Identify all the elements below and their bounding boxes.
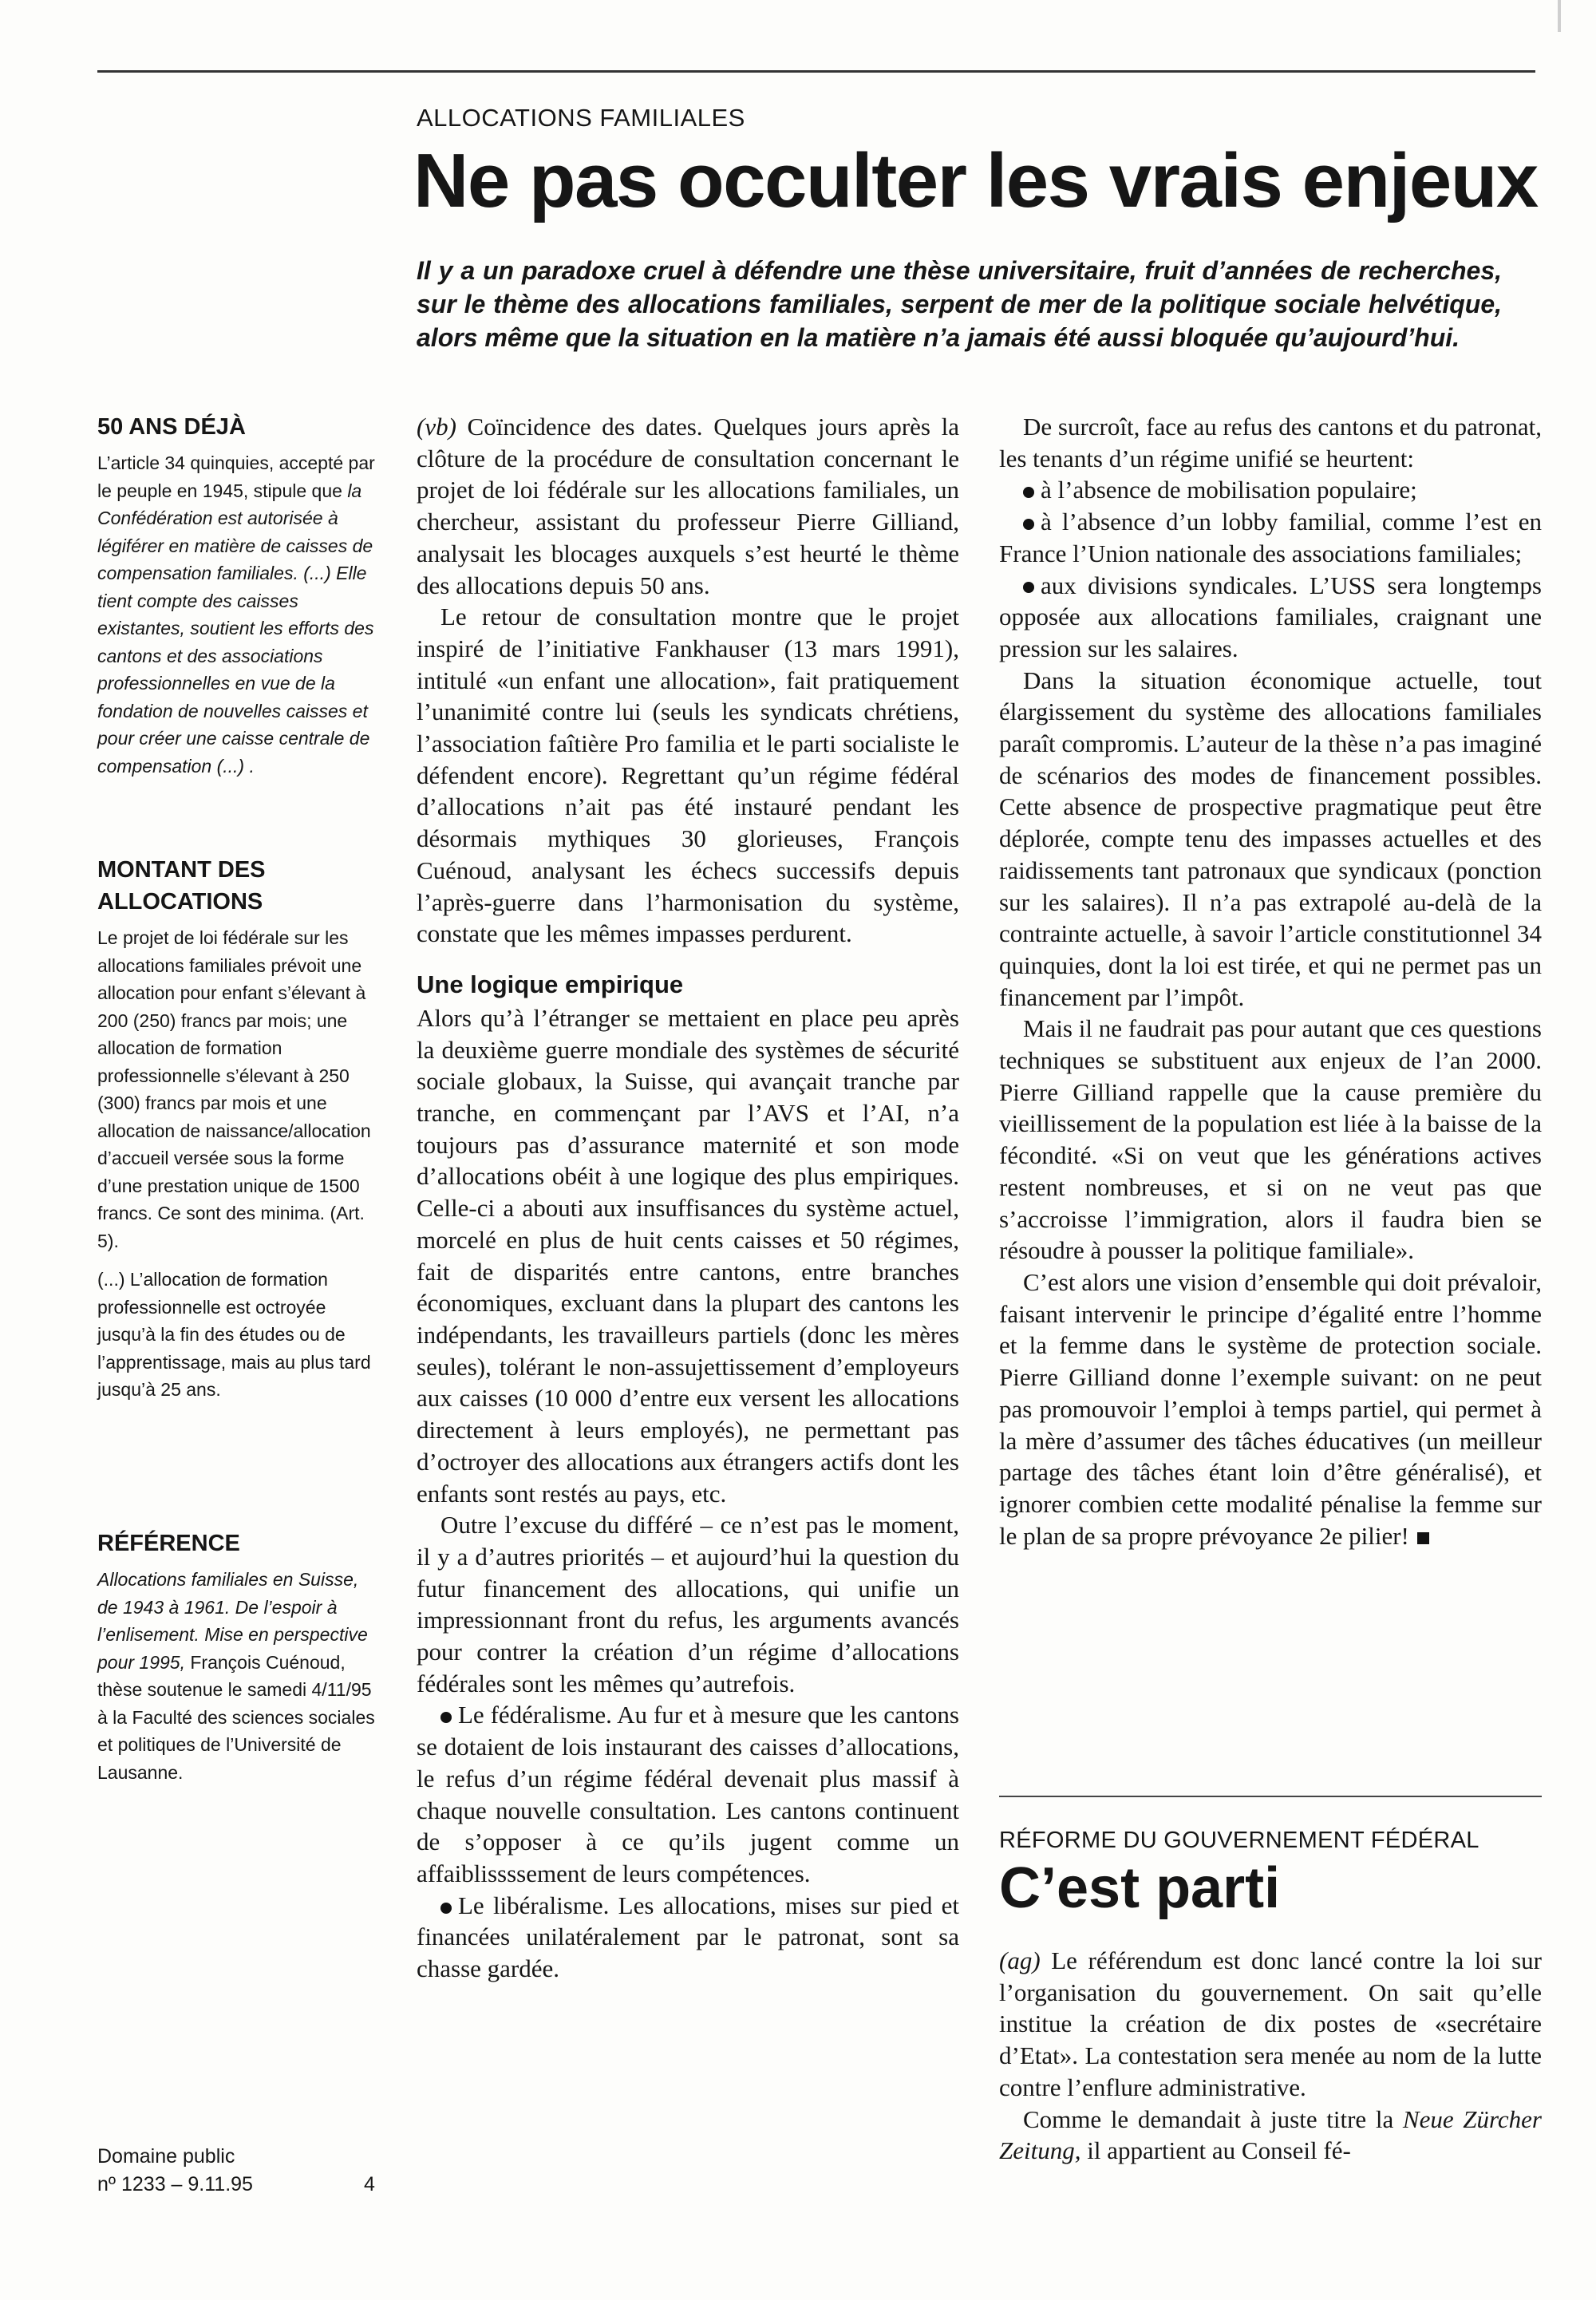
bullet-item [999,474,1542,506]
bullet-text: à l’absence d’un lobby familial, comme l’est en France l’Union nationale des associations familiales; [999,508,1542,567]
sidebar-text-roman: L’article 34 quinquies, accepté par le peuple en 1945, stipule que [97,452,375,501]
article-kicker: ALLOCATIONS FAMILIALES [417,104,745,132]
bullet-icon [440,1903,452,1914]
sidebar-text-italic: la Confédération est autorisée à légiférer en matière de caisses de compensation familiales. (...) Elle tient compte des caisses existantes, soutient les efforts des cantons et des associations professionnelles en vue de la fondation de nouvelles caisses et pour créer une caisse centrale de compensation (...) . [97,480,374,777]
bullet-icon [440,1712,452,1723]
bullet-icon [1023,519,1034,530]
bullet-item [999,570,1542,665]
bullet-icon [1023,582,1034,593]
bullet-item [417,1890,959,1985]
end-of-article-icon [1417,1532,1429,1544]
subheading: Une logique empirique [417,970,684,998]
scan-edge-mark [1558,0,1561,32]
bullet-item [417,1699,959,1889]
body-paragraph [999,1945,1542,2104]
article2-kicker: RÉFORME DU GOUVERNEMENT FÉDÉRAL [999,1828,1479,1853]
sidebar-text-roman: François Cuénoud, thèse soutenue le samedi 4/11/95 à la Faculté des sciences sociales et politiques de l’Université de Lausanne. [97,1651,375,1783]
author-initials: (ag) [999,1946,1041,1974]
article2-body [999,1945,1542,2167]
body-paragraph: Mais il ne faudrait pas pour autant que ces questions techniques se substituent aux enjeux de l’an 2000. Pierre Gilliand rappelle que la cause première du vieillissement de la population est liée à la baisse de la fécondité. «Si on veut que les générations actives restent nombreuses, et si on ne veut pas que s’accroisse l’immigration, alors il faudra bien se résoudre à pousser la politique familiale». [999,1014,1542,1265]
bullet-item [999,506,1542,569]
page-footer [97,2143,385,2199]
sidebar-heading: 50 ANS DÉJÀ [97,414,246,440]
bullet-icon [1023,487,1034,498]
article-column-2 [999,411,1542,1551]
bullet-text: Le fédéralisme. Au fur et à mesure que les cantons se dotaient de lois instaurant des caisses d’allocations, le refus d’un régime fédéral devenait plus massif à chaque nouvelle consultation. Les cantons continuent de s’opposer à ce qu’ils jugent comme un affaiblissssement de leurs compétences. [417,1701,959,1887]
paragraph-text: Coïncidence des dates. Quelques jours après la clôture de la procédure de consultation concernant le projet de loi fédérale sur les allocations familiales, un chercheur, assistant du professeur Pierre Gilliand, analysait les blocages auxquels s’est heurté le thème des allocations depuis 50 ans. [417,413,959,599]
bullet-text: Le libéralisme. Les allocations, mises sur pied et financées unilatéralement par le patronat, sont sa chasse gardée. [417,1891,959,1983]
page-number: 4 [364,2173,375,2195]
article-lead: Il y a un paradoxe cruel à défendre une thèse universitaire, fruit d’années de recherches, sur le thème des allocations familiales, serpent de mer de la politique sociale helvétique, alors même que la situation en la matière n’a jamais été aussi bloquée qu’aujourd’hui. [417,256,1502,352]
body-paragraph: Dans la situation économique actuelle, tout élargissement du système des allocations familiales paraît compromis. L’auteur de la thèse n’a pas imaginé de scénarios des modes de financement possibles. Cette absence de prospective pragmatique peut être déplorée, compte tenu des impasses actuelles et des raidissements tant patronaux que syndicaux (ponction sur les salaires). Il n’a pas extrapolé au-delà de la contrainte actuelle, à savoir l’article constitutionnel 34 quinquies, dont la loi est tirée, et qui ne permet pas un financement par l’impôt. [999,666,1542,1011]
sidebar-text-italic: Allocations familiales en Suisse, de 1943 à 1961. De l’espoir à l’enlisement. Mise en perspective pour 1995, [97,1569,368,1673]
sidebar-text: (...) L’allocation de formation professionnelle est octroyée jusqu’à la fin des études ou de l’apprentissage, mais au plus tard jusqu’à 25 ans. [97,1269,371,1400]
top-rule [97,70,1535,73]
sidebar-box-montant [97,854,377,1527]
body-paragraph [999,1267,1542,1551]
sidebar-box-50-ans [97,411,377,854]
paragraph-text: Le référendum est donc lancé contre la loi sur l’organisation du gouvernement. On sait qu’elle institue la création de dix postes de «secrétaire d’Etat». La contestation sera menée au nom de la lutte contre l’enflure administrative. [999,1946,1542,2101]
body-paragraph [417,411,959,601]
bullet-text: aux divisions syndicales. L’USS sera longtemps opposée aux allocations familiales, craignant une pression sur les salaires. [999,571,1542,662]
sidebar-box-reference [97,1527,377,1786]
body-paragraph: Outre l’excuse du différé – ce n’est pas le moment, il y a d’autres priorités – et aujourd’hui la question du futur financement des allocations, qui unifie un impressionnant front du refus, les arguments avancés pour contrer la création d’un régime d’allocations fédérales sont les mêmes qu’autrefois. [417,1511,959,1697]
issue-number: nº 1233 – 9.11.95 [97,2173,253,2195]
paragraph-text: Comme le demandait à juste titre la [1023,2104,1403,2133]
author-initials: (vb) [417,413,456,441]
sidebar-text [97,449,377,780]
sidebar-heading-line: ALLOCATIONS [97,889,263,915]
body-paragraph [999,2104,1542,2167]
newspaper-name: Neue Zürcher Zeitung, [999,2104,1542,2165]
bullet-text: à l’absence de mobilisation populaire; [1041,476,1417,504]
body-paragraph: Alors qu’à l’étranger se mettaient en place peu après la deuxième guerre mondiale des systèmes de sécurité sociale globaux, la Suisse, qui avançait tranche par tranche, en commençant par l’AVS et l’AI, n’a toujours pas d’assurance maternité et son mode d’allocations obéit à une logique des plus empiriques. Celle-ci a abouti aux insuffisances du système actuel, morcelé en plus de huit cents caisses et 50 régimes, fait de disparités entre cantons, entre branches économiques, excluant dans la plupart des cantons les indépendants, les travailleurs partiels (donc les mères seules), tolérant le non-assujettissement d’employeurs aux caisses (10 000 d’entre eux versent les allocations directement à leurs employés), ne permettant pas d’octroyer des allocations aux étrangers actifs dont les enfants sont restés au pays, etc. [417,1003,959,1508]
sidebar-heading-line: MONTANT DES [97,857,266,883]
paragraph-text: C’est alors une vision d’ensemble qui doit prévaloir, faisant intervenir le principe d’égalité entre l’homme et la femme dans le système de protection sociale. Pierre Gilliand donne l’exemple suivant: on ne peut pas promouvoir l’emploi à temps partiel, qui permet à la mère d’assumer des tâches éducatives (un meilleur partage des tâches étant loin d’être généralisé), et ignorer combien cette modalité pénalise la femme sur le plan de sa propre prévoyance 2e pilier! [999,1267,1542,1550]
paragraph-text: il appartient au Conseil fé- [1080,2136,1351,2165]
sidebar-heading [97,854,377,918]
body-paragraph: Le retour de consultation montre que le projet inspiré de l’initiative Fankhauser (13 mars 1991), intitulé «un enfant une allocation», fait pratiquement l’unanimité contre lui (seuls les syndicats chrétiens, l’association faîtière Pro familia et le parti socialiste le défendent encore). Regrettant qu’un régime fédéral d’allocations n’ait pas été instauré pendant les désormais mythiques 30 glorieuses, François Cuénoud, analysant les échecs successifs depuis l’après-guerre dans l’harmonisation du système, constate que les mêmes impasses perdurent. [417,603,959,948]
publication-name: Domaine public [97,2145,235,2168]
body-paragraph: De surcroît, face au refus des cantons et du patronat, les tenants d’un régime unifié se heurtent: [999,413,1542,472]
article-title: Ne pas occulter les vrais enjeux [413,138,1538,223]
sidebar-heading: RÉFÉRENCE [97,1531,240,1556]
sidebar-text [97,1566,377,1786]
article-column-1 [417,411,959,1985]
article2-title: C’est parti [999,1856,1281,1920]
section-rule [999,1796,1542,1797]
sidebar-text: Le projet de loi fédérale sur les allocations familiales prévoit une allocation pour enfant s’élevant à 200 (250) francs par mois; une allocation de formation professionnelle s’élevant à 250 (300) francs par mois et une allocation de naissance/allocation d’accueil versée sous la forme d’une prestation unique de 1500 francs. Ce sont des minima. (Art. 5). [97,927,371,1251]
sidebar [97,411,377,1786]
